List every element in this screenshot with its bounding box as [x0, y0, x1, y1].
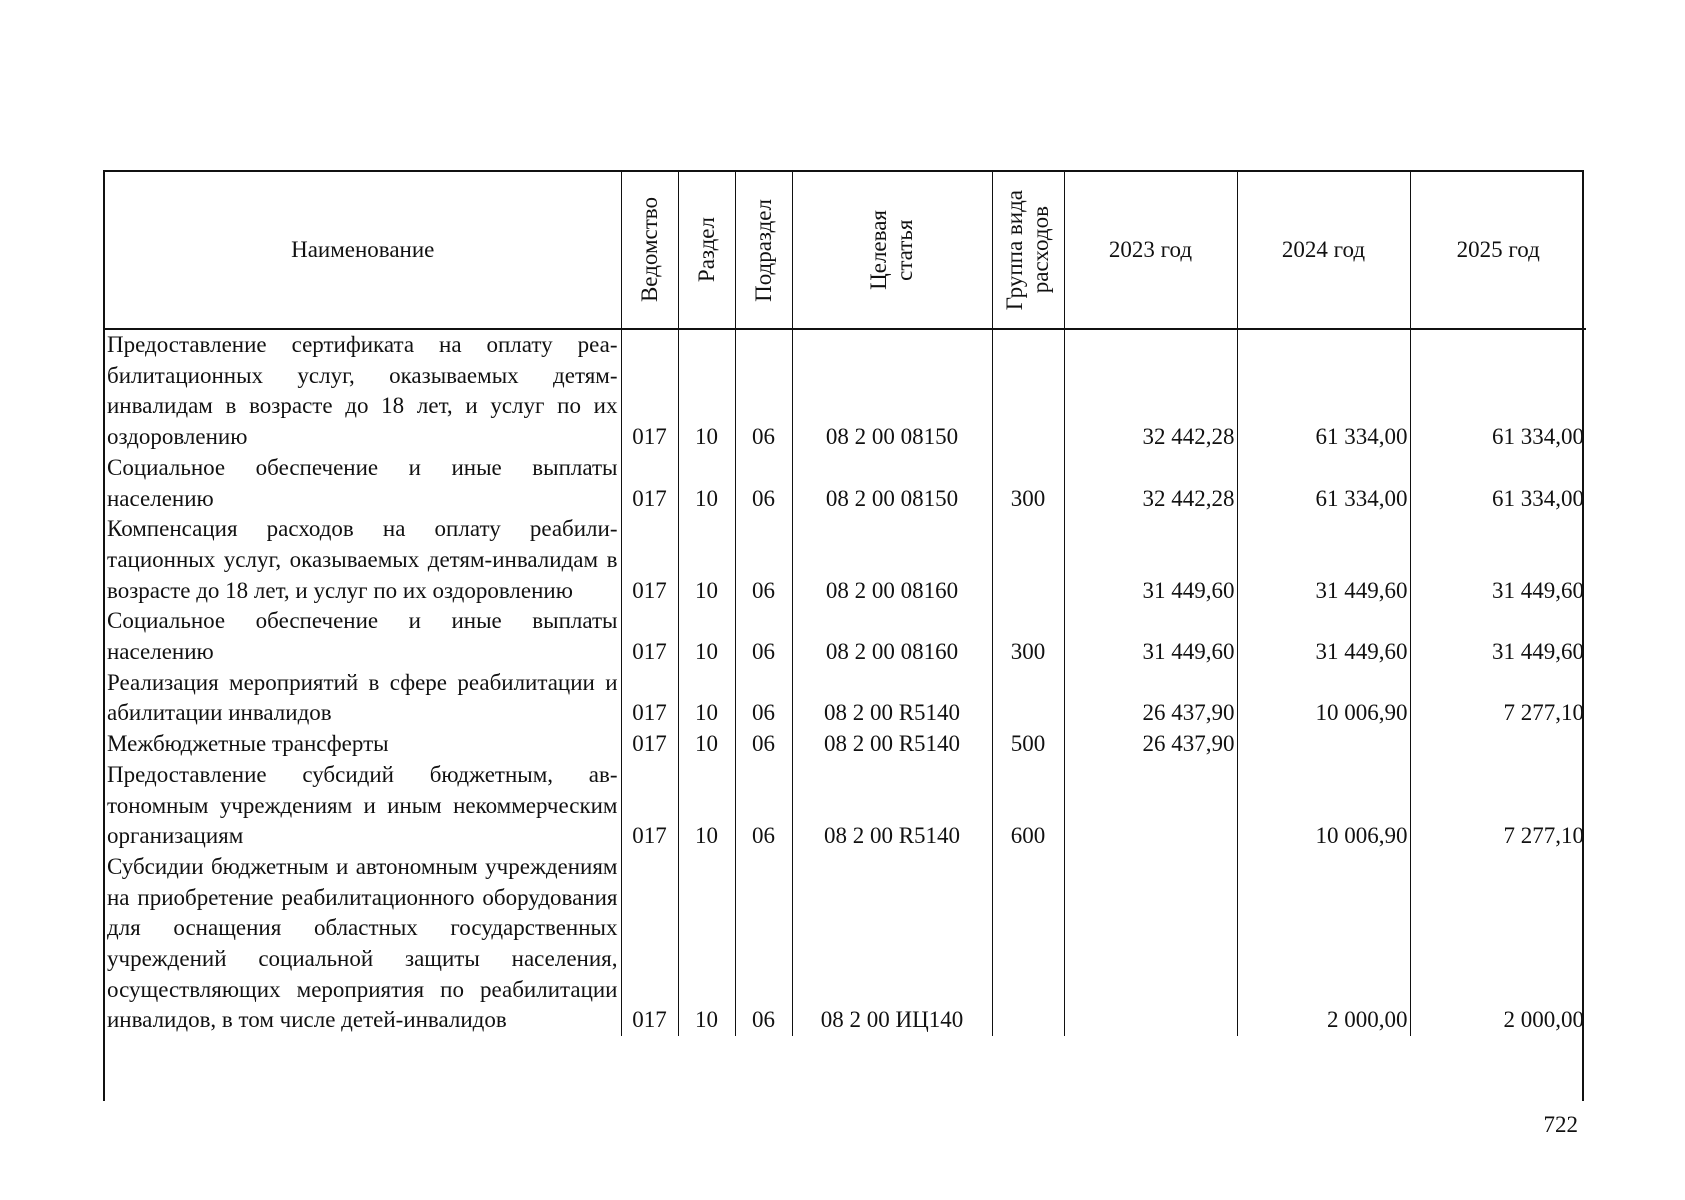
- header-section: Раздел: [678, 172, 735, 329]
- cell-department: 017: [621, 453, 678, 514]
- cell-target-item: 08 2 00 R5140: [792, 668, 992, 729]
- cell-subsection: 06: [735, 453, 792, 514]
- cell-2023: 26 437,90: [1064, 668, 1237, 729]
- cell-department: 017: [621, 329, 678, 453]
- cell-subsection: 06: [735, 668, 792, 729]
- cell-target-item: 08 2 00 R5140: [792, 729, 992, 760]
- cell-2025: 61 334,00: [1410, 453, 1586, 514]
- cell-section: 10: [678, 760, 735, 852]
- cell-2024: 10 006,90: [1237, 760, 1410, 852]
- cell-department: 017: [621, 760, 678, 852]
- table-row: [105, 514, 1586, 606]
- header-name: Наименование: [105, 172, 621, 329]
- cell-2024: [1237, 729, 1410, 760]
- cell-target-item: 08 2 00 R5140: [792, 760, 992, 852]
- cell-name: Межбюджетные трансферты: [107, 731, 389, 757]
- cell-target-item: 08 2 00 08160: [792, 514, 992, 606]
- cell-2025: 7 277,10: [1410, 760, 1586, 852]
- cell-2025: [1410, 729, 1586, 760]
- cell-section: 10: [678, 329, 735, 453]
- cell-section: 10: [678, 514, 735, 606]
- header-2025: 2025 год: [1410, 172, 1586, 329]
- cell-2023: [1064, 760, 1237, 852]
- cell-name: Социальное обеспечение и иные выплаты населению: [107, 454, 618, 511]
- cell-2024: 31 449,60: [1237, 514, 1410, 606]
- cell-expense-group: [992, 668, 1064, 729]
- cell-subsection: 06: [735, 514, 792, 606]
- cell-name: Компенсация расходов на оплату реабилитационных услуг, оказываемых детям-инвалидам в возрасте до 18 лет, и услуг по их оздоровлению: [107, 516, 618, 603]
- header-2024: 2024 год: [1237, 172, 1410, 329]
- cell-name: Предоставление субсидий бюджетным, автономным учреждениям и иным некоммерческим организациям: [107, 761, 618, 849]
- cell-2024: 10 006,90: [1237, 668, 1410, 729]
- header-2023: 2023 год: [1064, 172, 1237, 329]
- cell-expense-group: 300: [992, 453, 1064, 514]
- cell-2024: 2 000,00: [1237, 852, 1410, 1036]
- cell-department: 017: [621, 514, 678, 606]
- table-row: [105, 606, 1586, 667]
- cell-target-item: 08 2 00 ИЦ140: [792, 852, 992, 1036]
- header-expense-group: Группа вида расходов: [992, 172, 1064, 329]
- cell-2025: 7 277,10: [1410, 668, 1586, 729]
- table-header-row: [105, 172, 1586, 329]
- cell-2023: 26 437,90: [1064, 729, 1237, 760]
- cell-target-item: 08 2 00 08150: [792, 329, 992, 453]
- cell-2025: 61 334,00: [1410, 329, 1586, 453]
- cell-target-item: 08 2 00 08160: [792, 606, 992, 667]
- cell-name: Социальное обеспечение и иные выплаты населению: [107, 608, 618, 665]
- cell-department: 017: [621, 729, 678, 760]
- table-row: [105, 729, 1586, 760]
- cell-2025: 31 449,60: [1410, 606, 1586, 667]
- cell-subsection: 06: [735, 729, 792, 760]
- cell-2023: 32 442,28: [1064, 329, 1237, 453]
- cell-expense-group: [992, 514, 1064, 606]
- cell-2023: [1064, 852, 1237, 1036]
- cell-expense-group: [992, 329, 1064, 453]
- cell-subsection: 06: [735, 760, 792, 852]
- table-row: [105, 329, 1586, 453]
- header-department: Ведомство: [621, 172, 678, 329]
- cell-department: 017: [621, 668, 678, 729]
- budget-table: [105, 172, 1586, 1036]
- cell-section: 10: [678, 668, 735, 729]
- cell-2023: 32 442,28: [1064, 453, 1237, 514]
- cell-section: 10: [678, 453, 735, 514]
- cell-2023: 31 449,60: [1064, 606, 1237, 667]
- cell-section: 10: [678, 606, 735, 667]
- header-target-item: Целевая статья: [792, 172, 992, 329]
- table-row: [105, 668, 1586, 729]
- cell-expense-group: 300: [992, 606, 1064, 667]
- header-subsection: Подраздел: [735, 172, 792, 329]
- cell-2025: 31 449,60: [1410, 514, 1586, 606]
- cell-subsection: 06: [735, 852, 792, 1036]
- cell-expense-group: 500: [992, 729, 1064, 760]
- cell-section: 10: [678, 852, 735, 1036]
- cell-2025: 2 000,00: [1410, 852, 1586, 1036]
- cell-expense-group: 600: [992, 760, 1064, 852]
- cell-department: 017: [621, 606, 678, 667]
- cell-department: 017: [621, 852, 678, 1036]
- cell-2024: 31 449,60: [1237, 606, 1410, 667]
- cell-name: Субсидии бюджетным и автономным учреждениям на приобретение реабилитационного оборудования для оснащения областных государственных учреждений социальной защиты населения, осуществляющих мероприятия по реабилитации инвалидов, в том числе детей-инвалидов: [107, 853, 618, 1033]
- table-row: [105, 760, 1586, 852]
- budget-table-frame: [103, 170, 1584, 1101]
- cell-expense-group: [992, 852, 1064, 1036]
- cell-name: Предоставление сертификата на оплату реабилитационных услуг, оказываемых детям-инвалидам в возрасте до 18 лет, и услуг по их оздоровлению: [107, 332, 618, 450]
- cell-section: 10: [678, 729, 735, 760]
- cell-2023: 31 449,60: [1064, 514, 1237, 606]
- cell-2024: 61 334,00: [1237, 329, 1410, 453]
- cell-target-item: 08 2 00 08150: [792, 453, 992, 514]
- cell-subsection: 06: [735, 606, 792, 667]
- cell-2024: 61 334,00: [1237, 453, 1410, 514]
- cell-subsection: 06: [735, 329, 792, 453]
- table-row: [105, 852, 1586, 1036]
- cell-name: Реализация мероприятий в сфере реабилитации и абилитации инвалидов: [107, 669, 618, 726]
- page-number: 722: [1543, 1112, 1578, 1137]
- table-row: [105, 453, 1586, 514]
